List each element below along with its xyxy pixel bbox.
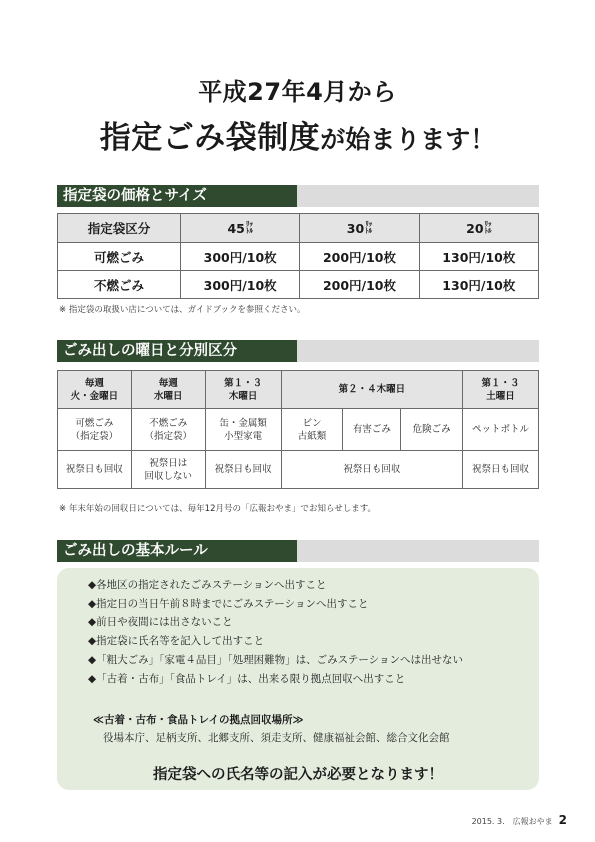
unit-liter: ﾘｯ ﾄﾙ [484,219,492,235]
schedule-category: 危険ごみ [401,409,463,451]
schedule-day: 毎週 火・金曜日 [58,371,132,409]
list-item: ◆指定袋に氏名等を記入して出すこと [88,635,265,648]
list-item: ◆前日や夜間には出さないこと [88,616,233,629]
price-cell: 300円/10枚 [181,243,300,271]
list-item: ◆「古着・古布」「食品トレイ」は、出来る限り拠点回収へ出すこと [88,672,406,685]
headline-main [0,112,595,157]
price-size-30: 30ﾘｯ ﾄﾙ [300,214,419,243]
schedule-day: 第２・４木曜日 [281,371,463,409]
schedule-category-row [58,409,539,451]
schedule-holiday: 祝祭日も回収 [58,451,132,489]
section-rules-heading-bar [57,540,539,562]
price-cell: 200円/10枚 [300,271,419,299]
price-row-label: 可燃ごみ [58,243,181,271]
footer-issue: 2015. 3. 広報おやま [471,817,553,826]
list-item: ◆各地区の指定されたごみステーションへ出すこと [88,579,327,591]
schedule-category: ビン 古紙類 [281,409,343,451]
section-price-heading: 指定袋の価格とサイズ [57,185,297,207]
section-schedule-heading: ごみ出しの曜日と分別区分 [57,340,297,362]
collection-title: ≪古着・古布・食品トレイの拠点回収場所≫ [93,714,304,726]
price-cell: 300円/10枚 [181,271,300,299]
schedule-category: 缶・金属類 小型家電 [205,409,281,451]
unit-liter: ﾘｯ ﾄﾙ [245,219,253,235]
section-schedule-heading-bar [57,340,539,362]
rules-list [88,576,463,688]
page-footer [472,813,567,827]
unit-liter: ﾘｯ ﾄﾙ [365,219,373,235]
section-rules-heading: ごみ出しの基本ルール [57,540,297,562]
list-item: ◆指定日の当日午前８時までにごみステーションへ出すこと [88,597,369,610]
page-number: 2 [558,813,567,827]
schedule-holiday: 祝祭日も回収 [463,451,539,489]
price-table-corner: 指定袋区分 [58,214,181,243]
price-cell: 130円/10枚 [419,271,538,299]
list-item: ◆「粗大ごみ」「家電４品目」「処理困難物」は、ごみステーションへは出せない [88,653,463,666]
schedule-holiday-row [58,451,539,489]
collection-places: 役場本庁、足柄支所、北郷支所、須走支所、健康福祉会館、総合文化会館 [103,732,450,744]
table-row [58,243,539,271]
schedule-category: ペットボトル [463,409,539,451]
headline-date: 平成27年4月から [198,78,397,106]
schedule-category: 不燃ごみ （指定袋） [131,409,205,451]
section-price-heading-bar [57,185,539,207]
price-table [57,213,539,299]
schedule-category: 有害ごみ [343,409,401,451]
price-row-label: 不燃ごみ [58,271,181,299]
schedule-table [57,370,539,489]
price-cell: 200円/10枚 [300,243,419,271]
closing-message: 指定袋への氏名等の記入が必要となります！ [153,767,443,783]
price-note: ※ 指定袋の取扱い店については、ガイドブックを参照ください。 [59,305,306,315]
schedule-day: 第１・３ 土曜日 [463,371,539,409]
price-size-45: 45ﾘｯ ﾄﾙ [181,214,300,243]
price-size-20: 20ﾘｯ ﾄﾙ [419,214,538,243]
schedule-day: 毎週 水曜日 [131,371,205,409]
schedule-day-row [58,371,539,409]
schedule-holiday: 祝祭日も回収 [281,451,463,489]
headline-main-suffix: が始まります！ [320,125,496,154]
headline-main-emphasis: 指定ごみ袋制度 [99,120,321,156]
schedule-holiday: 祝祭日も回収 [205,451,281,489]
schedule-day: 第１・３ 木曜日 [205,371,281,409]
price-table-header-row [58,214,539,243]
schedule-category: 可燃ごみ （指定袋） [58,409,132,451]
table-row [58,271,539,299]
schedule-note: ※ 年末年始の回収日については、毎年12月号の「広報おやま」でお知らせします。 [59,504,377,514]
price-cell: 130円/10枚 [419,243,538,271]
schedule-holiday: 祝祭日は 回収しない [131,451,205,489]
